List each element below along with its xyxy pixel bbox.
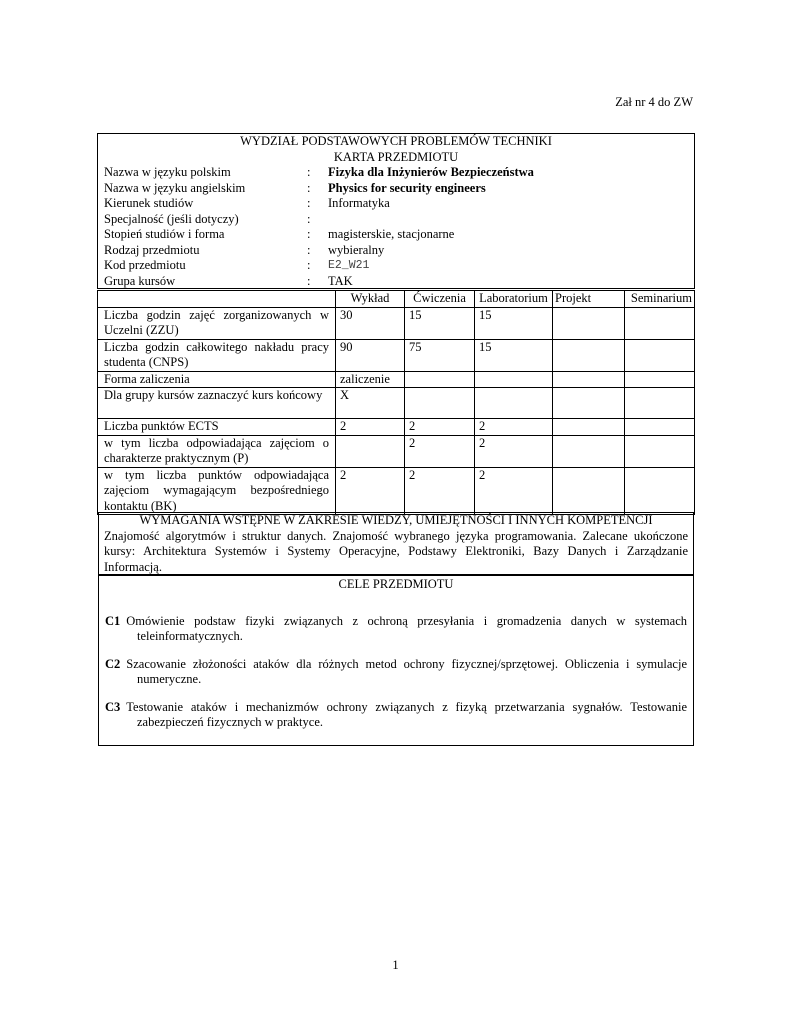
card-title: KARTA PRZEDMIOTU	[333, 149, 459, 164]
field-row	[104, 274, 684, 290]
field-colon: :	[307, 242, 311, 257]
hours-table	[97, 290, 695, 515]
goal-text: Szacowanie złożoności ataków dla różnych metod ochrony fizycznej/sprzętowej. Obliczenia i symulacje numeryczne.	[126, 656, 687, 686]
requirements-box	[98, 512, 694, 575]
field-row	[104, 227, 684, 243]
table-cell: 90	[336, 339, 405, 371]
table-cell: 2	[405, 467, 475, 515]
row-label: Forma zaliczenia	[98, 371, 336, 388]
attachment-note: Zał nr 4 do ZW	[615, 95, 693, 109]
goal-item	[105, 614, 687, 645]
table-cell	[625, 339, 695, 371]
goals-box	[98, 575, 694, 746]
goal-item	[105, 700, 687, 731]
row-label: Liczba punktów ECTS	[98, 419, 336, 436]
table-header-cell: Projekt	[553, 291, 625, 308]
goal-item	[105, 657, 687, 688]
row-label: Liczba godzin zajęć zorganizowanych w Uczelni (ZZU)	[98, 307, 336, 339]
field-value: Fizyka dla Inżynierów Bezpieczeństwa	[328, 165, 534, 179]
table-cell	[553, 307, 625, 339]
goal-id: C2	[105, 656, 121, 671]
table-row	[98, 467, 695, 515]
field-label: Specjalność (jeśli dotyczy)	[104, 211, 239, 226]
table-cell	[625, 419, 695, 436]
table-cell	[405, 371, 475, 388]
row-label: Liczba godzin całkowitego nakładu pracy studenta (CNPS)	[98, 339, 336, 371]
field-value: magisterskie, stacjonarne	[328, 227, 455, 241]
table-cell: 2	[336, 419, 405, 436]
page-number: 1	[392, 958, 399, 972]
field-colon: :	[307, 180, 311, 195]
requirements-title: WYMAGANIA WSTĘPNE W ZAKRESIE WIEDZY, UMIEJĘTNOŚCI I INNYCH KOMPETENCJI	[139, 513, 653, 527]
field-value: Informatyka	[328, 196, 390, 210]
goal-text: Testowanie ataków i mechanizmów ochrony związanych z fizyką przetwarzania sygnałów. Testowanie zabezpieczeń fizycznych w praktyce.	[126, 699, 687, 729]
table-cell	[475, 388, 553, 419]
field-row	[104, 212, 684, 228]
table-header-cell: Laboratorium	[475, 291, 553, 308]
table-cell	[625, 371, 695, 388]
table-row	[98, 307, 695, 339]
table-header-row	[98, 291, 695, 308]
field-value: TAK	[328, 273, 353, 288]
table-cell: 15	[475, 307, 553, 339]
row-label: w tym liczba odpowiadająca zajęciom o charakterze praktycznym (P)	[98, 435, 336, 467]
table-row	[98, 435, 695, 467]
table-cell: zaliczenie	[336, 371, 405, 388]
table-cell: X	[336, 388, 405, 419]
table-cell: 15	[405, 307, 475, 339]
field-label: Rodzaj przedmiotu	[104, 242, 200, 257]
field-colon: :	[307, 258, 311, 272]
row-label: w tym liczba punktów odpowiadająca zajęciom wymagającym bezpośredniego kontaktu (BK)	[98, 467, 336, 515]
table-cell	[553, 435, 625, 467]
table-cell	[625, 467, 695, 515]
course-header-box	[97, 133, 695, 289]
field-label: Nazwa w języku polskim	[104, 165, 231, 179]
table-cell: 2	[336, 467, 405, 515]
table-cell: 30	[336, 307, 405, 339]
table-header-cell: Seminarium	[625, 291, 695, 308]
table-cell	[625, 388, 695, 419]
field-colon: :	[307, 211, 311, 226]
field-colon: :	[307, 227, 311, 241]
field-row	[104, 165, 684, 181]
table-cell: 2	[475, 467, 553, 515]
goal-id: C1	[105, 613, 121, 628]
field-row	[104, 243, 684, 259]
course-info-list	[104, 165, 684, 289]
goals-title: CELE PRZEDMIOTU	[338, 577, 454, 591]
field-colon: :	[307, 196, 311, 210]
table-row	[98, 339, 695, 371]
table-header-cell	[98, 291, 336, 308]
table-cell	[625, 307, 695, 339]
field-value: Physics for security engineers	[328, 180, 486, 195]
table-cell: 2	[405, 435, 475, 467]
field-label: Nazwa w języku angielskim	[104, 180, 246, 195]
field-label: Kierunek studiów	[104, 196, 194, 210]
table-cell	[553, 339, 625, 371]
table-cell: 15	[475, 339, 553, 371]
table-cell: 2	[475, 435, 553, 467]
table-cell	[475, 371, 553, 388]
field-label: Grupa kursów	[104, 273, 176, 288]
table-row	[98, 371, 695, 388]
table-cell	[625, 435, 695, 467]
table-cell: 75	[405, 339, 475, 371]
table-cell	[405, 388, 475, 419]
row-label: Dla grupy kursów zaznaczyć kurs końcowy	[98, 388, 336, 419]
table-cell	[553, 419, 625, 436]
table-row	[98, 388, 695, 419]
field-label: Kod przedmiotu	[104, 258, 186, 272]
goal-id: C3	[105, 699, 121, 714]
table-cell	[553, 371, 625, 388]
field-colon: :	[307, 165, 311, 179]
table-row	[98, 419, 695, 436]
table-header-cell: Wykład	[336, 291, 405, 308]
field-row	[104, 196, 684, 212]
faculty-name: WYDZIAŁ PODSTAWOWYCH PROBLEMÓW TECHNIKI	[240, 134, 552, 148]
goal-text: Omówienie podstaw fizyki związanych z ochroną przesyłania i gromadzenia danych w systemach teleinformatycznych.	[126, 613, 687, 643]
table-cell: 2	[405, 419, 475, 436]
table-cell	[553, 388, 625, 419]
field-colon: :	[307, 273, 311, 288]
field-row	[104, 181, 684, 197]
table-header-cell: Ćwiczenia	[405, 291, 475, 308]
table-cell	[336, 435, 405, 467]
field-value: wybieralny	[328, 242, 385, 257]
field-label: Stopień studiów i forma	[104, 227, 225, 241]
requirements-text: Znajomość algorytmów i struktur danych. Znajomość wybranego języka programowania. Zalecane ukończone kursy: Architektura Systemów i Systemy Operacyjne, Podstawy Elektroniki, Bazy Danych i Zarządzanie Informacją.	[104, 528, 688, 574]
table-cell: 2	[475, 419, 553, 436]
field-row	[104, 258, 684, 274]
table-cell	[553, 467, 625, 515]
course-code: E2_W21	[328, 259, 370, 272]
